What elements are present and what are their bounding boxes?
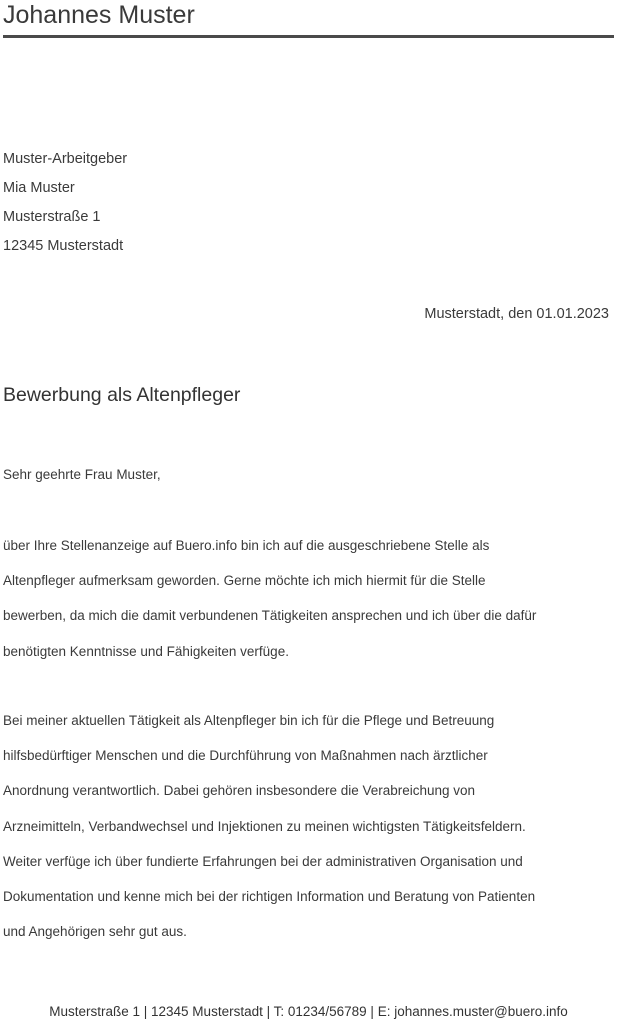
paragraph-line: Arzneimitteln, Verbandwechsel und Injektionen zu meinen wichtigsten Tätigkeitsfeldern.	[3, 818, 526, 834]
recipient-contact: Mia Muster	[3, 180, 75, 196]
body-paragraph-2	[3, 703, 615, 949]
subject-line: Bewerbung als Altenpfleger	[3, 384, 241, 406]
paragraph-line: Weiter verfüge ich über fundierte Erfahrungen bei der administrativen Organisation und	[3, 853, 523, 869]
recipient-address	[3, 145, 127, 261]
paragraph-line: und Angehörigen sehr gut aus.	[3, 924, 187, 940]
recipient-street: Musterstraße 1	[3, 209, 101, 225]
letter-footer	[0, 999, 617, 1025]
paragraph-line: Altenpfleger aufmerksam geworden. Gerne möchte ich mich hiermit für die Stelle	[3, 573, 486, 589]
paragraph-line: hilfsbedürftiger Menschen und die Durchführung von Maßnahmen nach ärztlicher	[3, 748, 488, 764]
recipient-company: Muster-Arbeitgeber	[3, 151, 128, 167]
paragraph-line: Dokumentation und kenne mich bei der richtigen Information und Beratung von Patienten	[3, 889, 536, 905]
paragraph-line: bewerben, da mich die damit verbundenen Tätigkeiten ansprechen und ich über die dafür	[3, 608, 537, 624]
footer-contact-line: Musterstraße 1 | 12345 Musterstadt | T: 01234/56789 | E: johannes.muster@buero.info	[49, 1004, 568, 1019]
sender-name: Johannes Muster	[3, 1, 195, 29]
paragraph-line: benötigten Kenntnisse und Fähigkeiten verfüge.	[3, 643, 289, 659]
letter-header	[3, 0, 614, 38]
salutation: Sehr geehrte Frau Muster,	[3, 467, 161, 482]
paragraph-line: über Ihre Stellenanzeige auf Buero.info bin ich auf die ausgeschriebene Stelle als	[3, 538, 490, 553]
date-line: Musterstadt, den 01.01.2023	[424, 306, 609, 322]
paragraph-line: Anordnung verantwortlich. Dabei gehören insbesondere die Verabreichung von	[3, 783, 476, 799]
paragraph-line: Bei meiner aktuellen Tätigkeit als Altenpfleger bin ich für die Pflege und Betreuung	[3, 713, 495, 728]
body-paragraph-1	[3, 528, 615, 669]
recipient-city: 12345 Musterstadt	[3, 238, 124, 254]
